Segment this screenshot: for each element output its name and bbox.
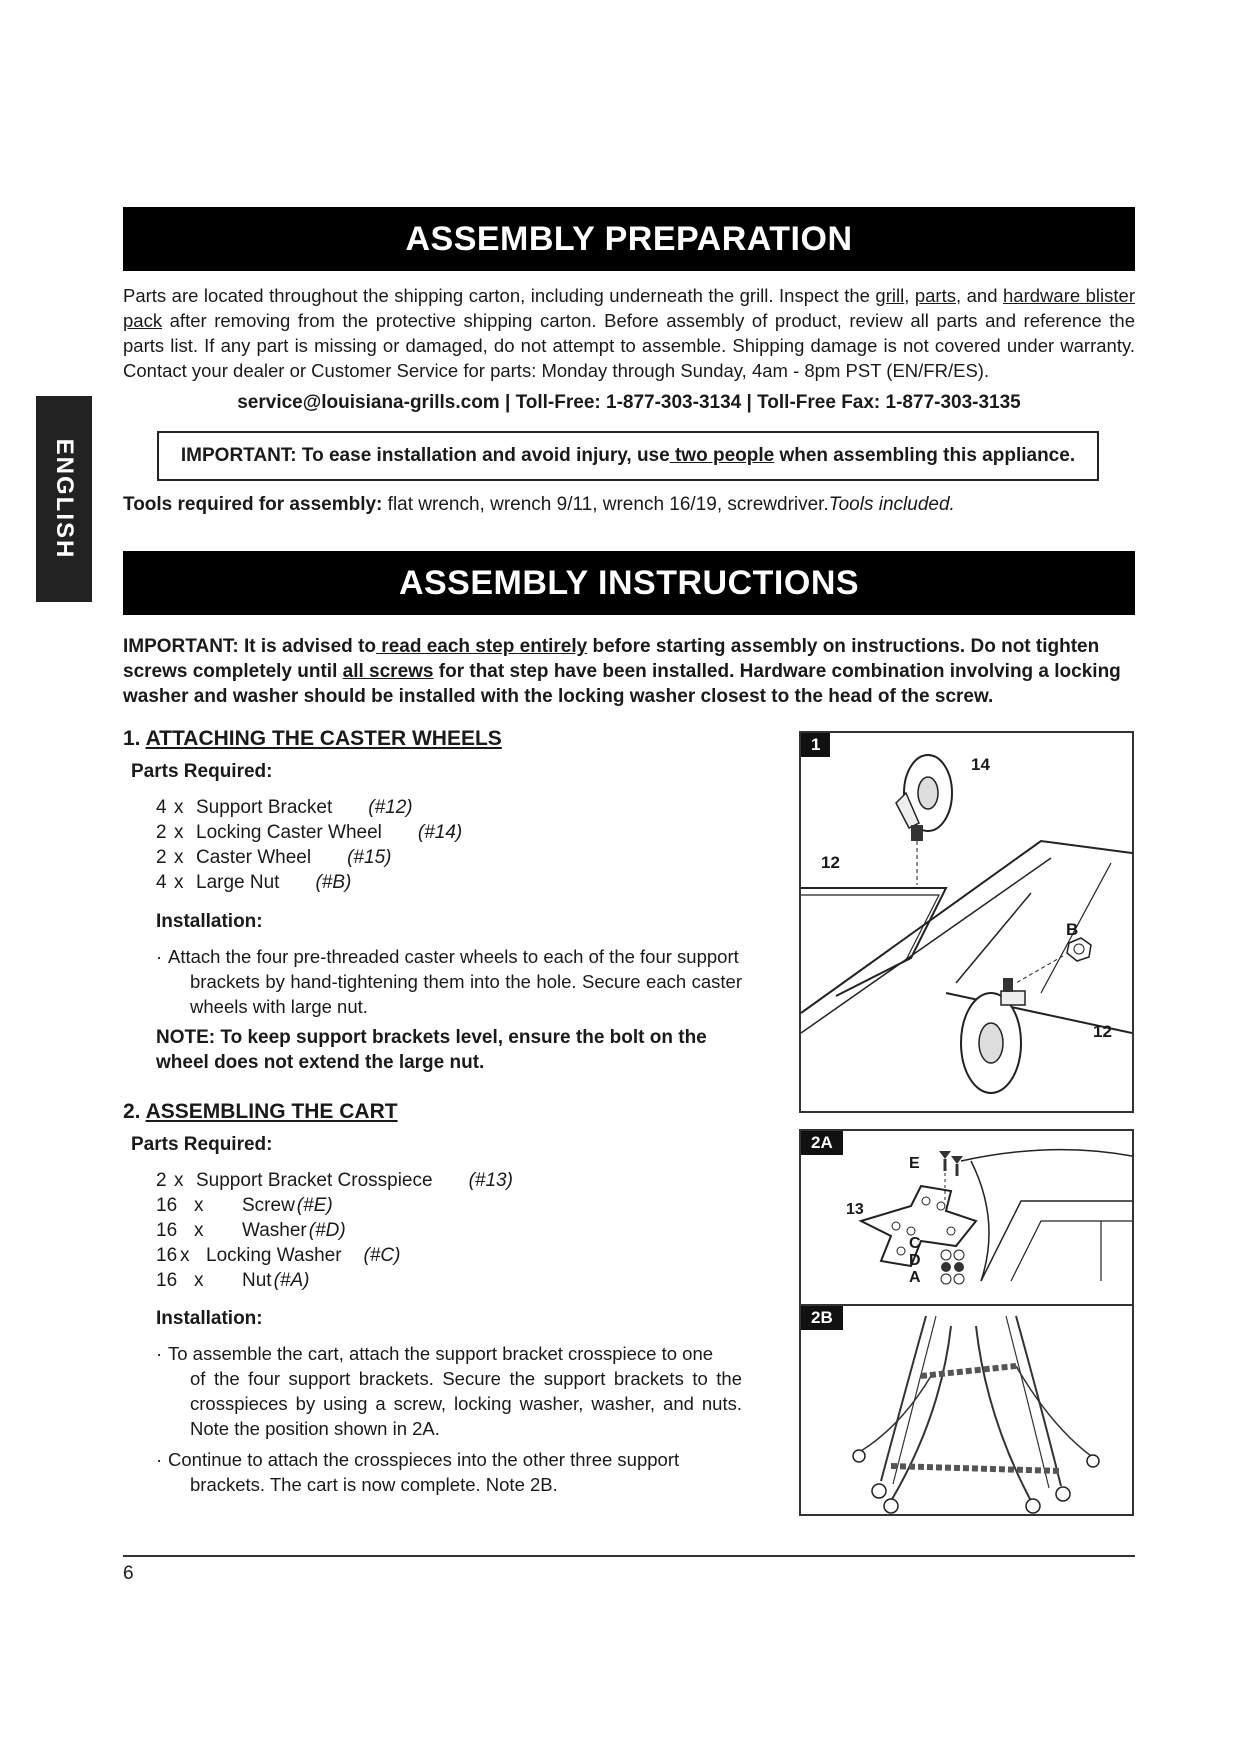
step2-part-row: 16 x Nut (#A) [156, 1270, 310, 1291]
assembly-preparation-banner: ASSEMBLY PREPARATION [123, 207, 1135, 271]
step1-part-row: 4 x Large Nut (#B) [156, 872, 352, 893]
tools-required: Tools required for assembly: flat wrench, wrench 9/11, wrench 16/19, screwdriver.Tools included. [123, 494, 955, 515]
figure-2-cart [799, 1129, 1134, 1516]
figure-2a-label-13: 13 [846, 1201, 864, 1218]
figure-1-label-12-bottom: 12 [1093, 1022, 1112, 1041]
step1-part-row: 4 x Support Bracket (#12) [156, 797, 413, 818]
step2-part-row: 16 x Washer (#D) [156, 1220, 346, 1241]
figure-1-caster-wheel [799, 731, 1134, 1113]
figure-1-label-12-top: 12 [821, 853, 840, 872]
assembly-instructions-banner: ASSEMBLY INSTRUCTIONS [123, 551, 1135, 615]
important-two-people-box: IMPORTANT: To ease installation and avoid injury, use two people when assembling this appliance. [157, 431, 1099, 481]
step1-note: NOTE: To keep support brackets level, ensure the bolt on the wheel does not extend the large nut. [156, 1027, 707, 1073]
step2-parts-label: Parts Required: [131, 1134, 273, 1155]
step1-bullet: · Attach the four pre-threaded caster wheels to each of the four support brackets by hand-tightening them into the hole. Secure each caster wheels with large nut. [156, 946, 742, 1017]
step2-bullet: · To assemble the cart, attach the support bracket crosspiece to one of the four support brackets. Secure the support brackets to the crosspieces by using a screw, locking washer, washer, and nuts. Note the position shown in 2A. [156, 1343, 742, 1439]
figure-2a-tag: 2A [801, 1131, 843, 1155]
figure-2a-label-E: E [909, 1155, 920, 1172]
figure-2a-label-A: A [909, 1269, 921, 1286]
instructions-important-paragraph: IMPORTANT: It is advised to read each step entirely before starting assembly on instructions. Do not tighten screws completely until all screws for that step have been installed. Hardware combination involving a locking washer and washer should be installed with the locking washer closest to the head of the screw. [123, 636, 1121, 707]
grill-link: grill [875, 285, 905, 306]
figure-1-tag: 1 [801, 733, 830, 757]
step2-installation-label: Installation: [156, 1308, 263, 1329]
caster-wheel-illustration [801, 733, 1132, 1111]
figure-1-label-14: 14 [971, 755, 990, 774]
figure-2a-label-C: C [909, 1235, 921, 1252]
step1-parts-label: Parts Required: [131, 761, 273, 782]
parts-link: parts [914, 285, 956, 306]
figure-2a-label-D: D [909, 1252, 921, 1269]
step2-part-row: 16 x Screw (#E) [156, 1195, 333, 1216]
preparation-paragraph: Parts are located throughout the shipping carton, including underneath the grill. Inspect the grill, parts, and hardware blister pack after removing from the protective shipping carton. Before assembly of product, review all parts and reference the parts list. If any part is missing or damaged, do not attempt to assemble. Shipping damage is not covered under warranty. Contact your dealer or Customer Service for parts: Monday through Sunday, 4am - 8pm PST (EN/FR/ES). [123, 285, 1135, 381]
step1-part-row: 2 x Caster Wheel (#15) [156, 847, 392, 868]
step2-heading: 2. ASSEMBLING THE CART [123, 1100, 398, 1123]
step2-part-row: 16 x Locking Washer (#C) [156, 1245, 401, 1266]
footer-rule [123, 1555, 1135, 1557]
step2-part-row: 2 x Support Bracket Crosspiece (#13) [156, 1170, 513, 1191]
language-tab [36, 396, 92, 602]
hardware-blister-pack-link: hardware blister pack [123, 285, 1135, 331]
step2-bullet: · Continue to attach the crosspieces into the other three support brackets. The cart is now complete. Note 2B. [156, 1449, 680, 1495]
language-tab-label: ENGLISH [51, 438, 78, 560]
step1-installation-label: Installation: [156, 911, 263, 932]
figure-2b-tag: 2B [801, 1306, 843, 1330]
step1-heading: 1. ATTACHING THE CASTER WHEELS [123, 727, 502, 750]
step1-part-row: 2 x Locking Caster Wheel (#14) [156, 822, 463, 843]
figure-1-label-B: B [1066, 920, 1079, 939]
assembled-cart-illustration [801, 1306, 1132, 1514]
page-number: 6 [123, 1563, 134, 1584]
contact-line: service@louisiana-grills.com | Toll-Free: 1-877-303-3134 | Toll-Free Fax: 1-877-303-3135 [237, 392, 1021, 413]
